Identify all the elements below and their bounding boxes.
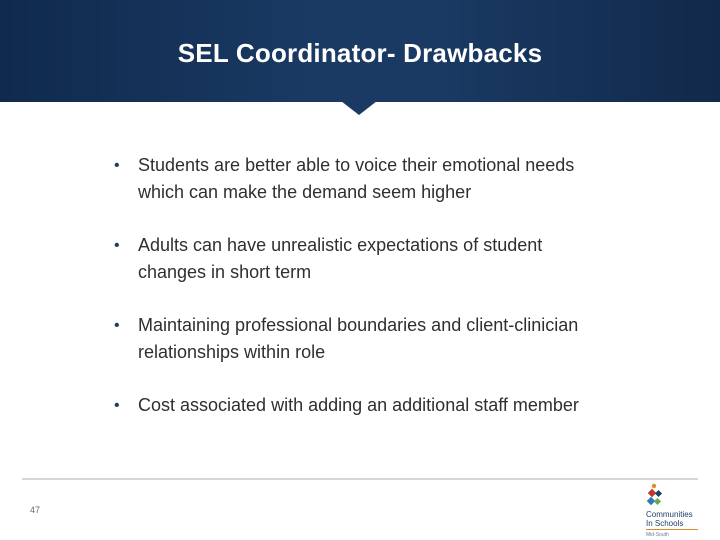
- page-number: 47: [30, 505, 41, 515]
- banner-pointer: [341, 101, 377, 115]
- bullet-icon: •: [114, 317, 120, 334]
- logo-accent-bar: [646, 529, 698, 530]
- logo-text-line2: In Schools: [646, 519, 684, 528]
- bullet-text: Maintaining professional boundaries and client-clinician relationships within role: [138, 315, 579, 362]
- bullet-text: Students are better able to voice their emotional needs which can make the demand seem higher: [138, 155, 575, 202]
- bullet-item: [108, 152, 608, 206]
- slide-title: SEL Coordinator- Drawbacks: [177, 38, 543, 68]
- bullet-icon: •: [114, 157, 120, 174]
- bullet-icon: •: [114, 397, 120, 414]
- bullet-item: [108, 312, 608, 366]
- bullet-text: Cost associated with adding an additional staff member: [138, 395, 579, 415]
- bullet-icon: •: [114, 237, 120, 254]
- logo-text-line1: Communities: [646, 510, 693, 519]
- logo-text-line3: Mid-South: [646, 532, 669, 538]
- footer-divider: [22, 478, 698, 480]
- bullet-list: [108, 152, 608, 445]
- bullet-item: [108, 232, 608, 286]
- bullet-item: [108, 392, 608, 419]
- bullet-text: Adults can have unrealistic expectations of student changes in short term: [138, 235, 543, 282]
- communities-in-schools-logo: [640, 482, 710, 540]
